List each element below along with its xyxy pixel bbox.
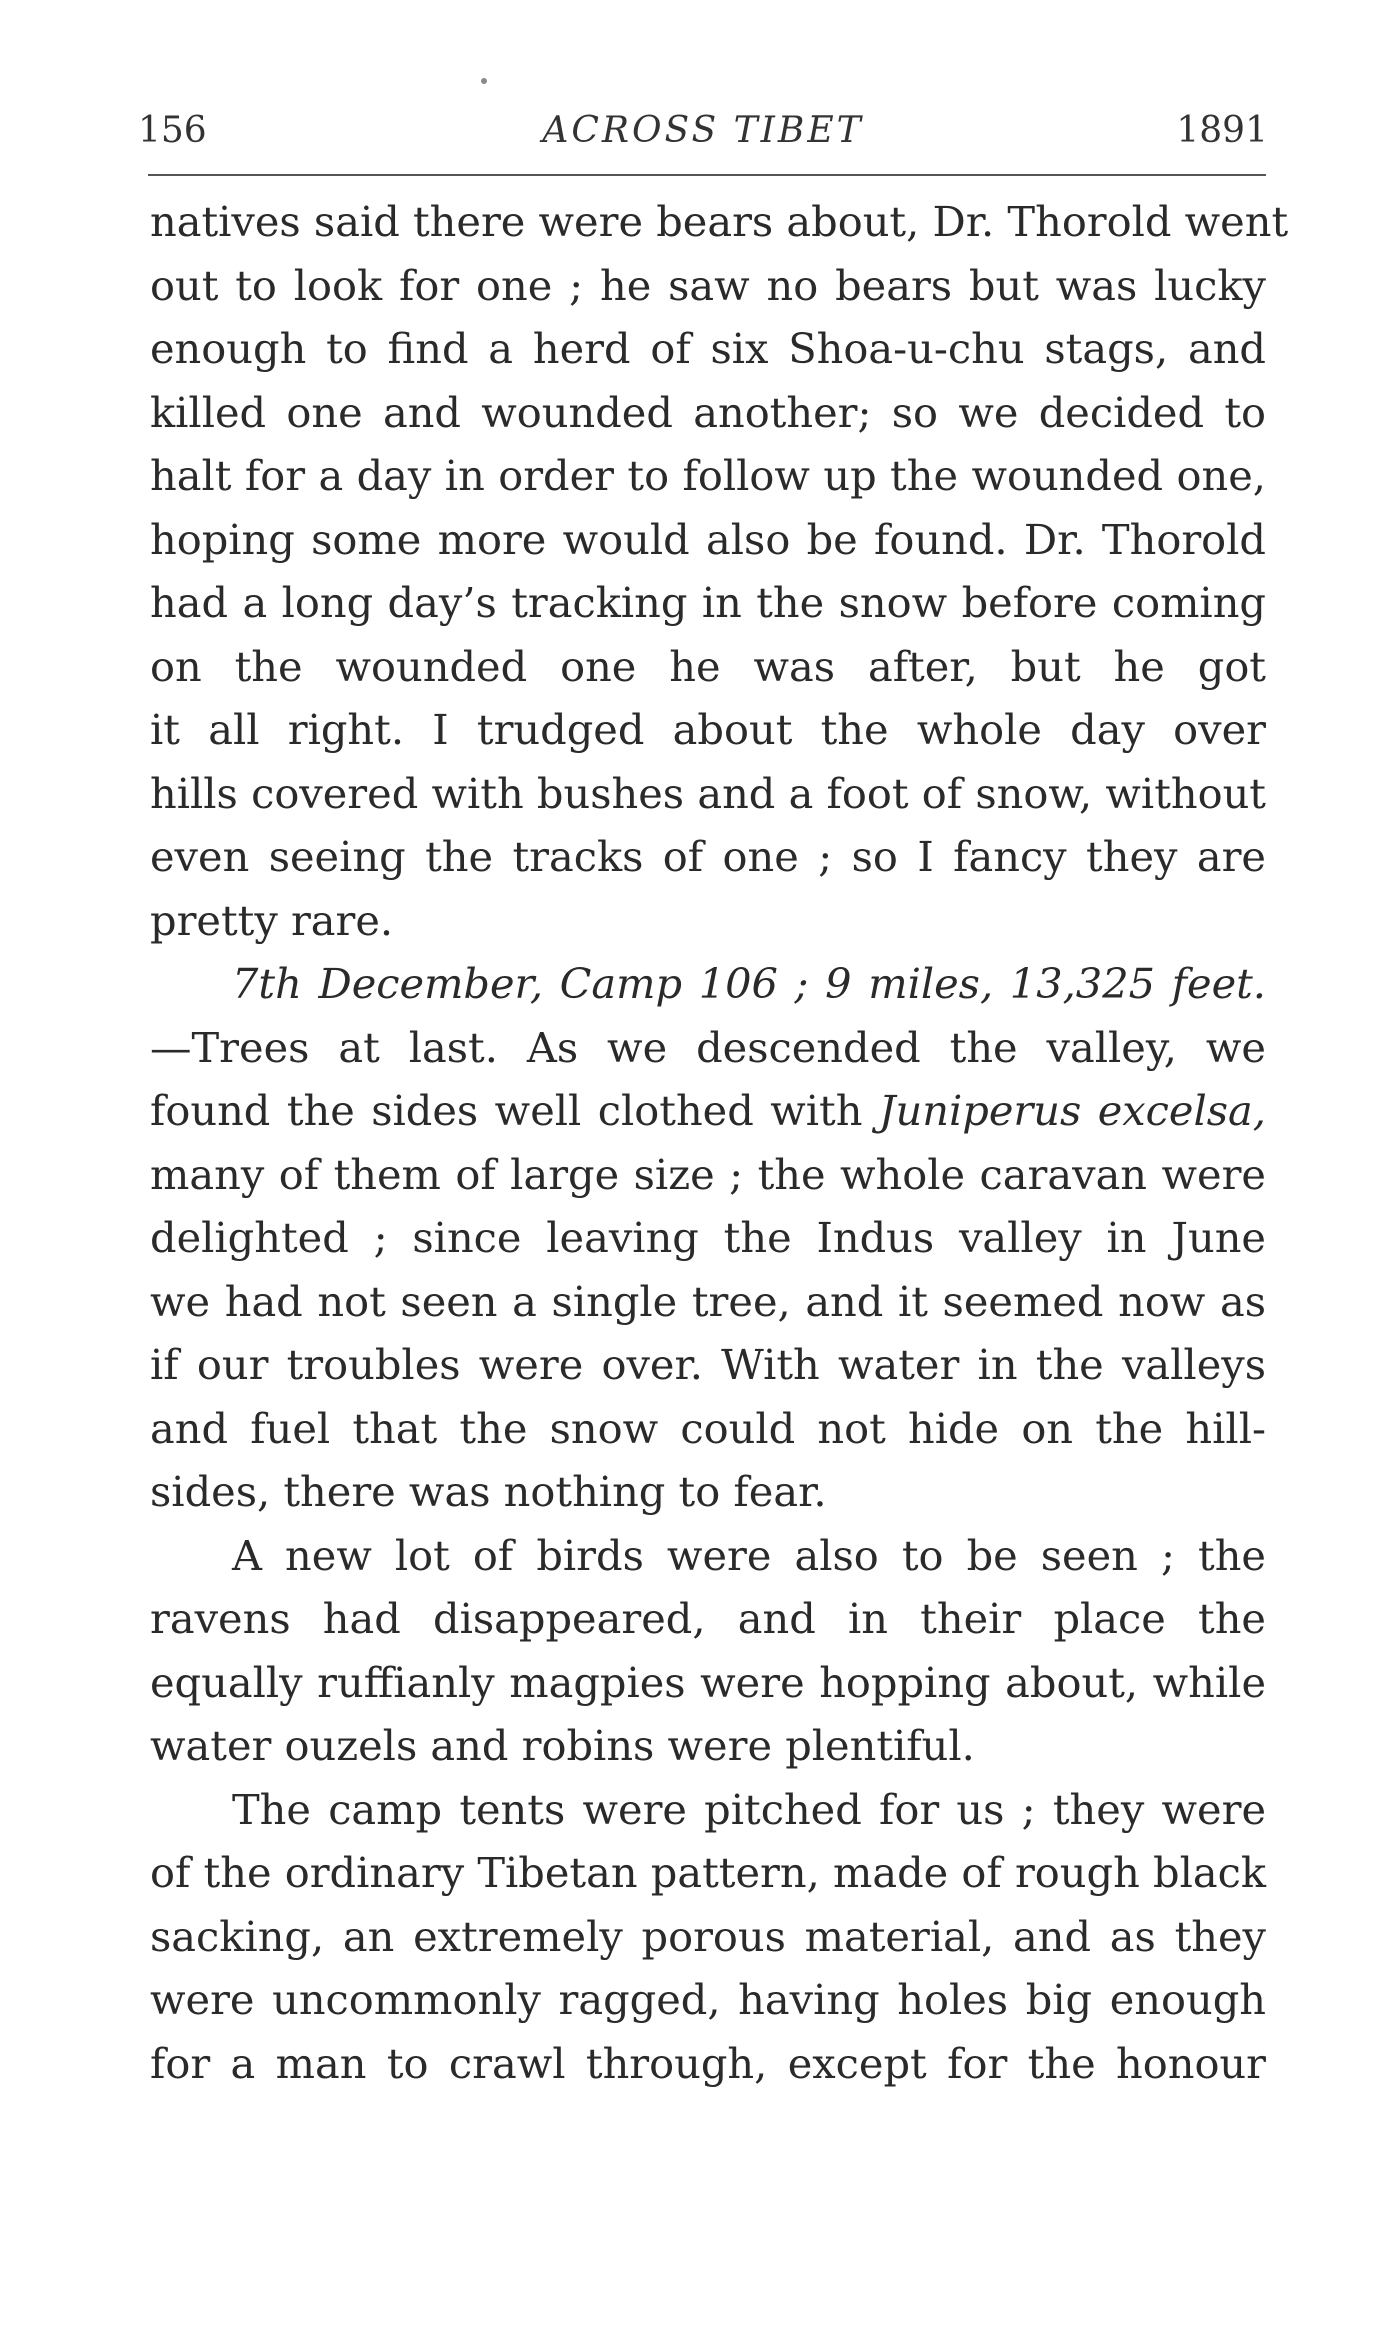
text-line: out to look for one ; he saw no bears but was lucky — [150, 260, 1266, 310]
text-line: it all right. I trudged about the whole day over — [150, 705, 1266, 754]
text-line: killed one and wounded another; so we decided to — [150, 387, 1266, 437]
ink-dot — [481, 78, 487, 84]
running-title: ACROSS TIBET — [542, 110, 864, 151]
entry-dateline: 7th December, Camp 106 ; 9 miles, 13,325 feet. — [232, 959, 1266, 1008]
text-line: The camp tents were pitched for us ; they were — [232, 1784, 1266, 1834]
text-line-with-species — [150, 1079, 1266, 1143]
text-line: of the ordinary Tibetan pattern, made of rough black — [150, 1848, 1266, 1897]
text-line: equally ruffianly magpies were hopping about, while — [150, 1657, 1266, 1707]
text-line: and fuel that the snow could not hide on the hill- — [150, 1403, 1266, 1453]
species-line-text: found the sides well clothed with — [150, 1086, 879, 1135]
text-line: we had not seen a single tree, and it seemed now as — [150, 1276, 1266, 1326]
text-line: hills covered with bushes and a foot of snow, without — [150, 768, 1266, 818]
text-line: —Trees at last. As we descended the valley, we — [150, 1022, 1266, 1072]
header-rule — [148, 174, 1266, 176]
text-line: many of them of large size ; the whole caravan were — [150, 1149, 1266, 1199]
page-header — [138, 110, 1268, 160]
text-line: sides, there was nothing to fear. — [150, 1467, 827, 1516]
text-line: enough to find a herd of six Shoa-u-chu stags, and — [150, 324, 1266, 373]
text-line: if our troubles were over. With water in the valleys — [150, 1340, 1266, 1389]
text-line: halt for a day in order to follow up the wounded one, — [150, 451, 1266, 500]
text-line: had a long day’s tracking in the snow before coming — [150, 578, 1266, 627]
page-number: 156 — [138, 110, 207, 151]
text-line: on the wounded one he was after, but he got — [150, 641, 1266, 691]
text-line: sacking, an extremely porous material, and as they — [150, 1911, 1266, 1961]
header-year: 1891 — [1176, 110, 1268, 151]
text-line: water ouzels and robins were plentiful. — [150, 1721, 975, 1770]
text-line: pretty rare. — [150, 895, 394, 945]
text-line: delighted ; since leaving the Indus valley in June — [150, 1213, 1266, 1262]
species-name: Juniperus excelsa, — [878, 1086, 1266, 1135]
text-line: even seeing the tracks of one ; so I fancy they are — [150, 832, 1266, 881]
text-line: natives said there were bears about, Dr. Thorold went — [150, 197, 1289, 246]
text-line: were uncommonly ragged, having holes big enough — [150, 1975, 1266, 2024]
text-line: hoping some more would also be found. Dr. Thorold — [150, 514, 1266, 564]
body-text — [150, 190, 1289, 2095]
text-line: for a man to crawl through, except for the honour — [150, 2038, 1266, 2088]
text-line: A new lot of birds were also to be seen ; the — [232, 1530, 1266, 1580]
text-line: ravens had disappeared, and in their place the — [150, 1594, 1266, 1643]
